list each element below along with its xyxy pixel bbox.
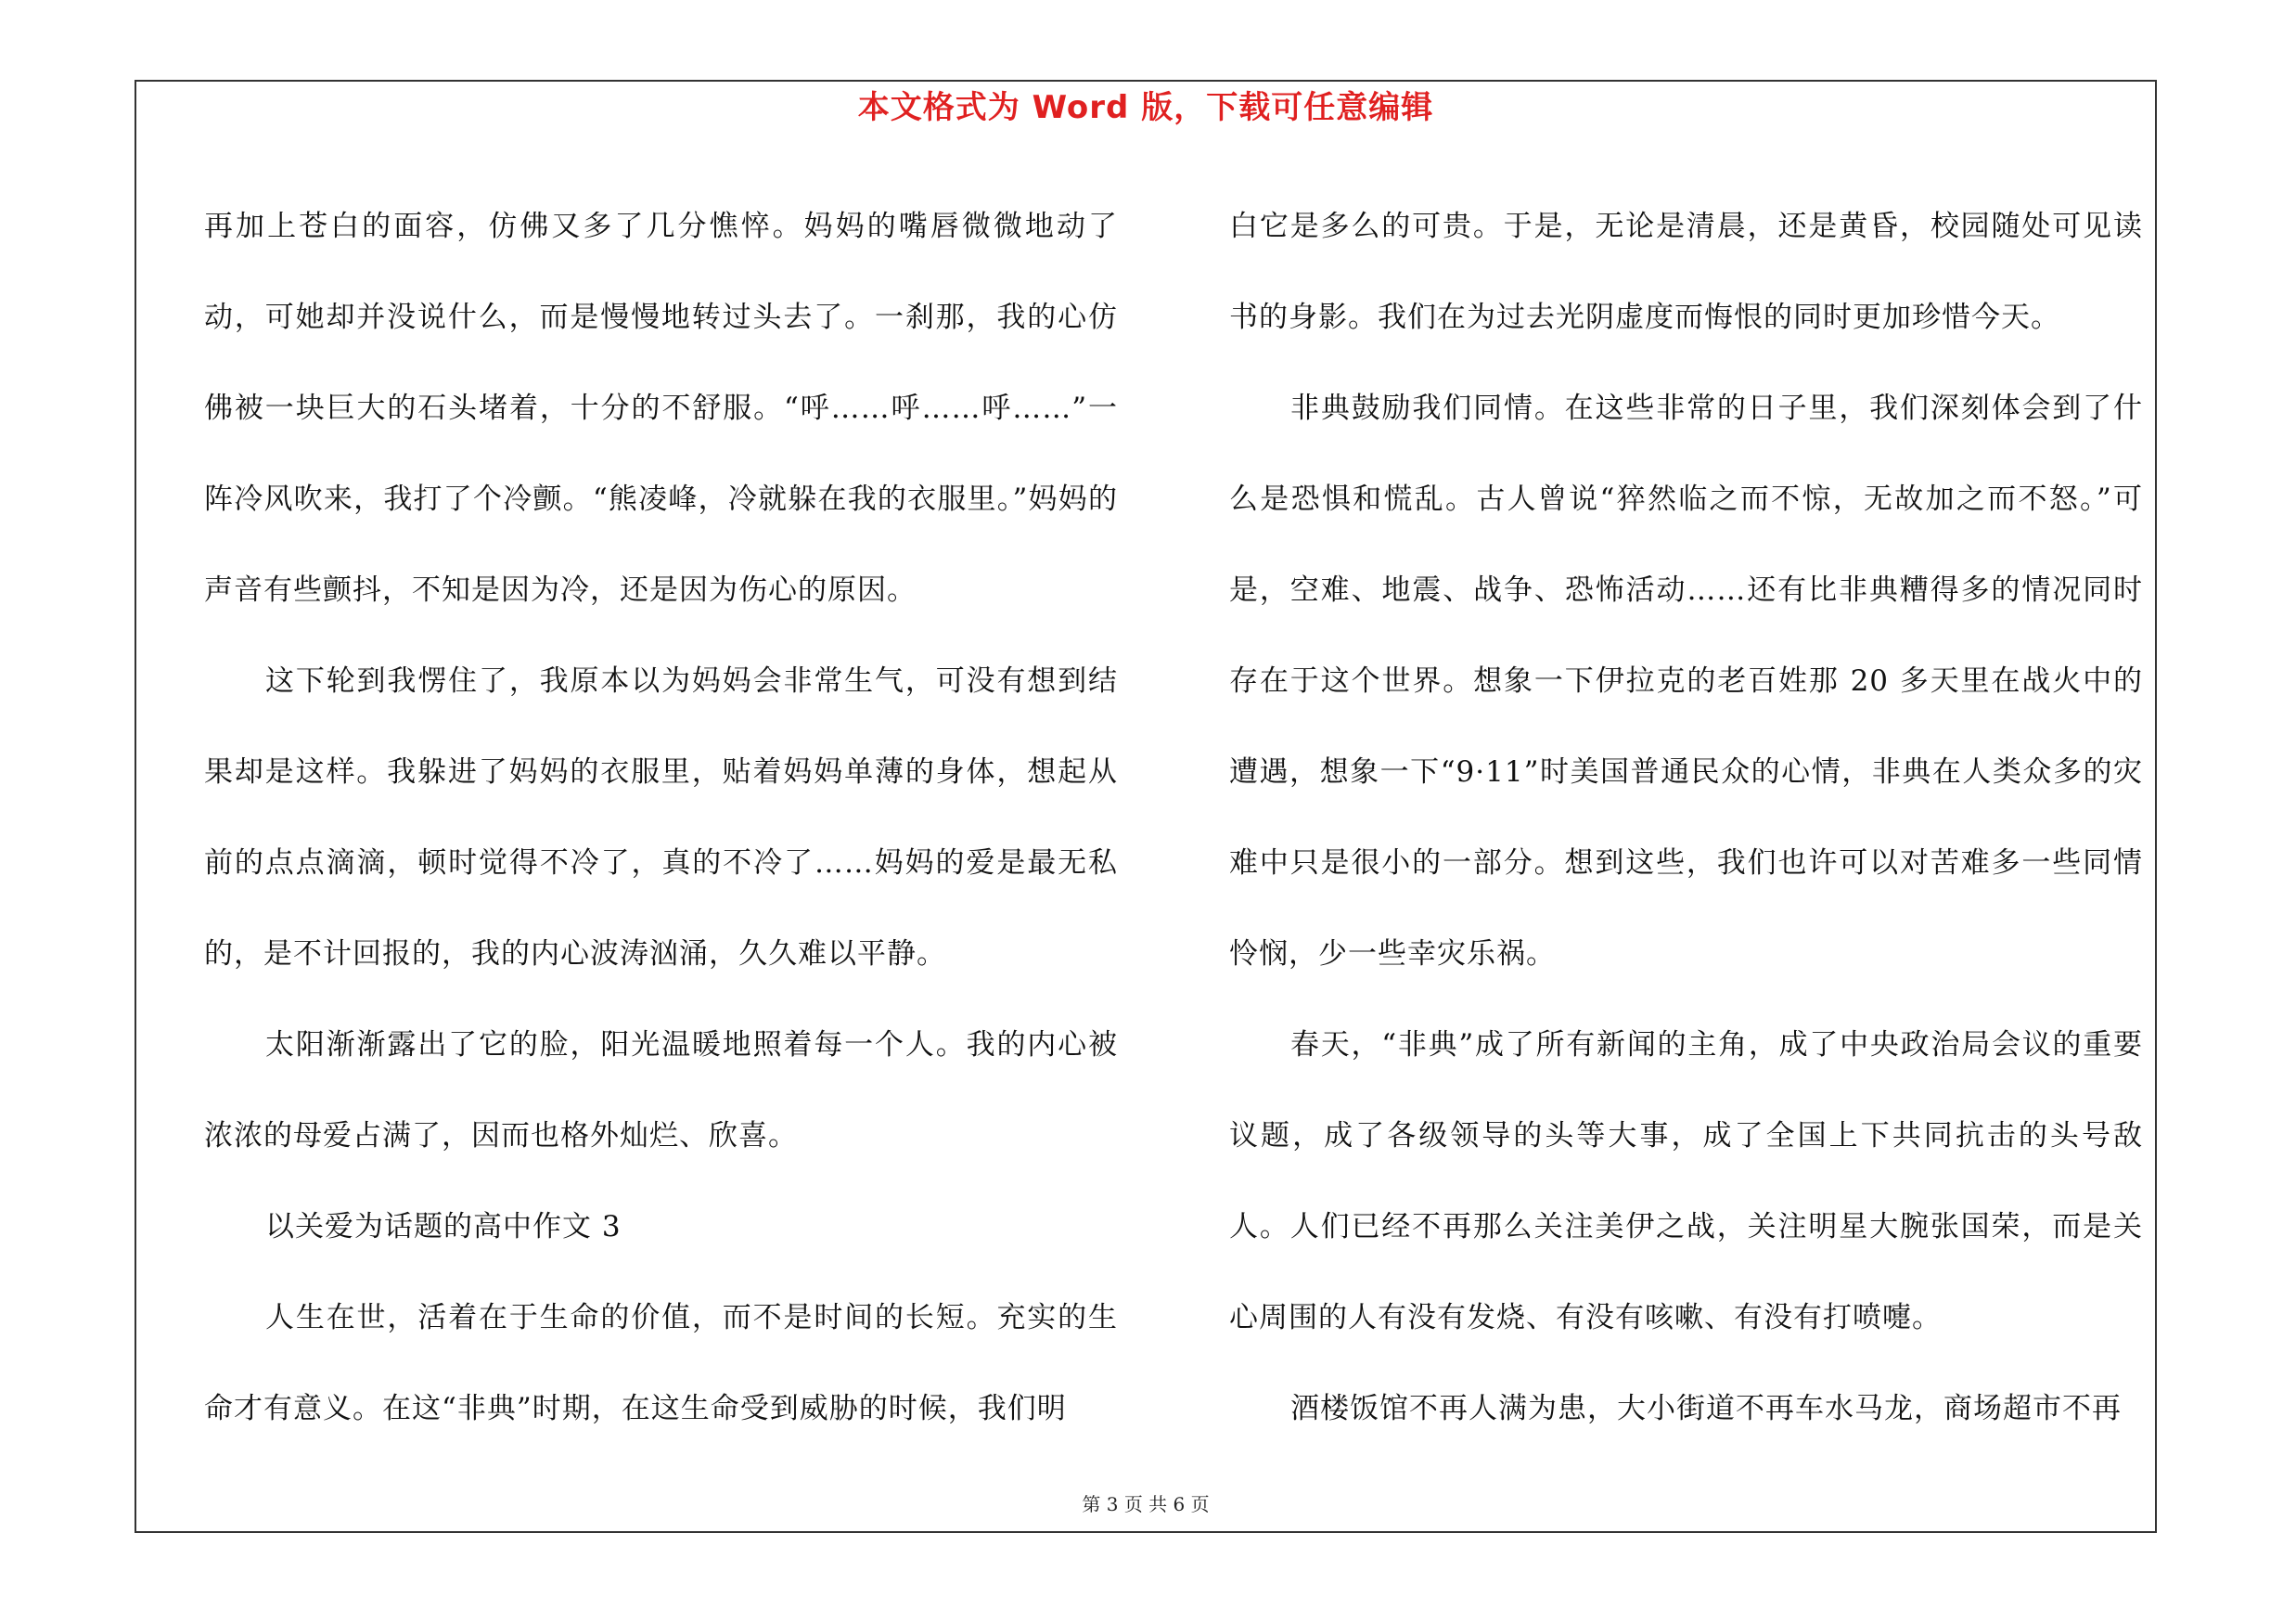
editable-format-banner: 本文格式为 Word 版，下载可任意编辑 [857,89,1434,126]
paragraph: 酒楼饭馆不再人满为患，大小街道不再车水马龙，商场超市不再 [1290,1392,2122,1425]
paragraph: 非典鼓励我们同情。在这些非常的日子里，我们深刻体会到了什么是恐惧和慌乱。古人曾说“猝然临之而不惊，无故加之而不怒。”可是，空难、地震、战争、恐怖活动……还有比非典糟得多的情况同时存在于这个世界。想象一下伊拉克的老百姓那 20 多天里在战火中的遭遇，想象一下“9·11”时美国普通民众的心情，非典在人类众多的灾难中只是很小的一部分。想到这些，我们也许可以对苦难多一些同情怜悯，少一些幸灾乐祸。 [1229,392,2143,971]
paragraph: 春天，“非典”成了所有新闻的主角，成了中央政治局会议的重要议题，成了各级领导的头等大事，成了全国上下共同抗击的头号敌人。人们已经不再那么关注美伊之战，关注明星大腕张国荣，而是关心周围的人有没有发烧、有没有咳嗽、有没有打喷嚏。 [1229,1028,2143,1334]
left-text-column [204,181,1118,1454]
paragraph: 白它是多么的可贵。于是，无论是清晨，还是黄昏，校园随处可见读书的身影。我们在为过去光阴虚度而悔恨的同时更加珍惜今天。 [1229,210,2143,334]
paragraph: 太阳渐渐露出了它的脸，阳光温暖地照着每一个人。我的内心被浓浓的母爱占满了，因而也格外灿烂、欣喜。 [204,1028,1118,1153]
right-text-column [1229,181,2143,1454]
section-heading: 以关爱为话题的高中作文 3 [265,1210,622,1243]
paragraph: 人生在世，活着在于生命的价值，而不是时间的长短。充实的生命才有意义。在这“非典”时期，在这生命受到威胁的时候，我们明 [204,1301,1118,1425]
page-number-footer: 第 3 页 共 6 页 [1082,1493,1210,1515]
paragraph: 再加上苍白的面容，仿佛又多了几分憔悴。妈妈的嘴唇微微地动了动，可她却并没说什么，而是慢慢地转过头去了。一刹那，我的心仿佛被一块巨大的石头堵着，十分的不舒服。“呼……呼……呼……”一阵冷风吹来，我打了个冷颤。“熊凌峰，冷就躲在我的衣服里。”妈妈的声音有些颤抖，不知是因为冷，还是因为伤心的原因。 [204,210,1118,607]
paragraph: 这下轮到我愣住了，我原本以为妈妈会非常生气，可没有想到结果却是这样。我躲进了妈妈的衣服里，贴着妈妈单薄的身体，想起从前的点点滴滴，顿时觉得不冷了，真的不冷了……妈妈的爱是最无私的，是不计回报的，我的内心波涛汹涌，久久难以平静。 [204,664,1118,971]
